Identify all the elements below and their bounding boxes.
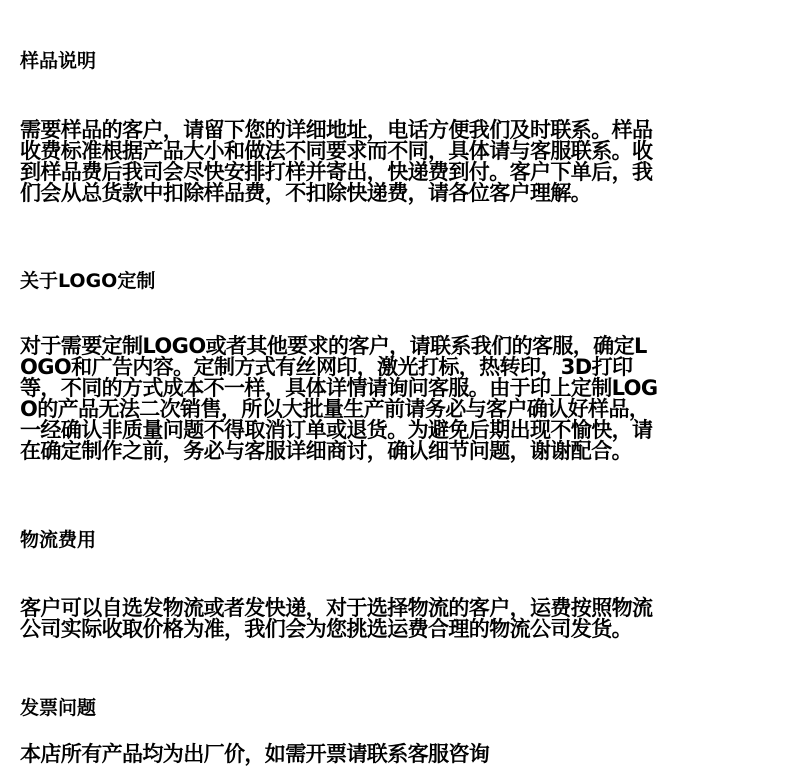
section-body-sample — [20, 120, 765, 204]
text-line: 们会从总货款中扣除样品费，不扣除快递费，请各位客户理解。 — [20, 181, 592, 205]
text-line: 等，不同的方式成本不一样，具体详情请询问客服。由于印上定制LOG — [20, 376, 658, 400]
section-title-logistics: 物流费用 — [20, 529, 97, 551]
section-body-logistics — [20, 598, 765, 640]
text-line: O的产品无法二次销售，所以大批量生产前请务必与客户确认好样品， — [20, 397, 650, 421]
text-line: 在确定制作之前，务必与客服详细商讨，确认细节问题，谢谢配合。 — [20, 439, 632, 463]
section-body-logo — [20, 336, 765, 462]
section-title-sample: 样品说明 — [20, 50, 97, 72]
text-line: 一经确认非质量问题不得取消订单或退货。为避免后期出现不愉快，请 — [20, 418, 653, 442]
section-body-invoice — [20, 744, 765, 765]
text-line: OGO和广告内容。定制方式有丝网印，激光打标，热转印，3D打印 — [20, 355, 633, 379]
text-line: 到样品费后我司会尽快安排打样并寄出，快递费到付。客户下单后，我 — [20, 160, 653, 184]
section-title-logo: 关于LOGO定制 — [20, 270, 156, 292]
text-line: 需要样品的客户，请留下您的详细地址，电话方便我们及时联系。样品 — [20, 118, 653, 142]
text-line: 客户可以自选发物流或者发快递，对于选择物流的客户，运费按照物流 — [20, 596, 653, 620]
section-title-invoice: 发票问题 — [20, 697, 97, 719]
text-line: 对于需要定制LOGO或者其他要求的客户，请联系我们的客服，确定L — [20, 334, 647, 358]
text-line: 本店所有产品均为出厂价，如需开票请联系客服咨询 — [20, 742, 490, 766]
text-line: 公司实际收取价格为准，我们会为您挑选运费合理的物流公司发货。 — [20, 617, 632, 641]
text-line: 收费标准根据产品大小和做法不同要求而不同，具体请与客服联系。收 — [20, 139, 653, 163]
